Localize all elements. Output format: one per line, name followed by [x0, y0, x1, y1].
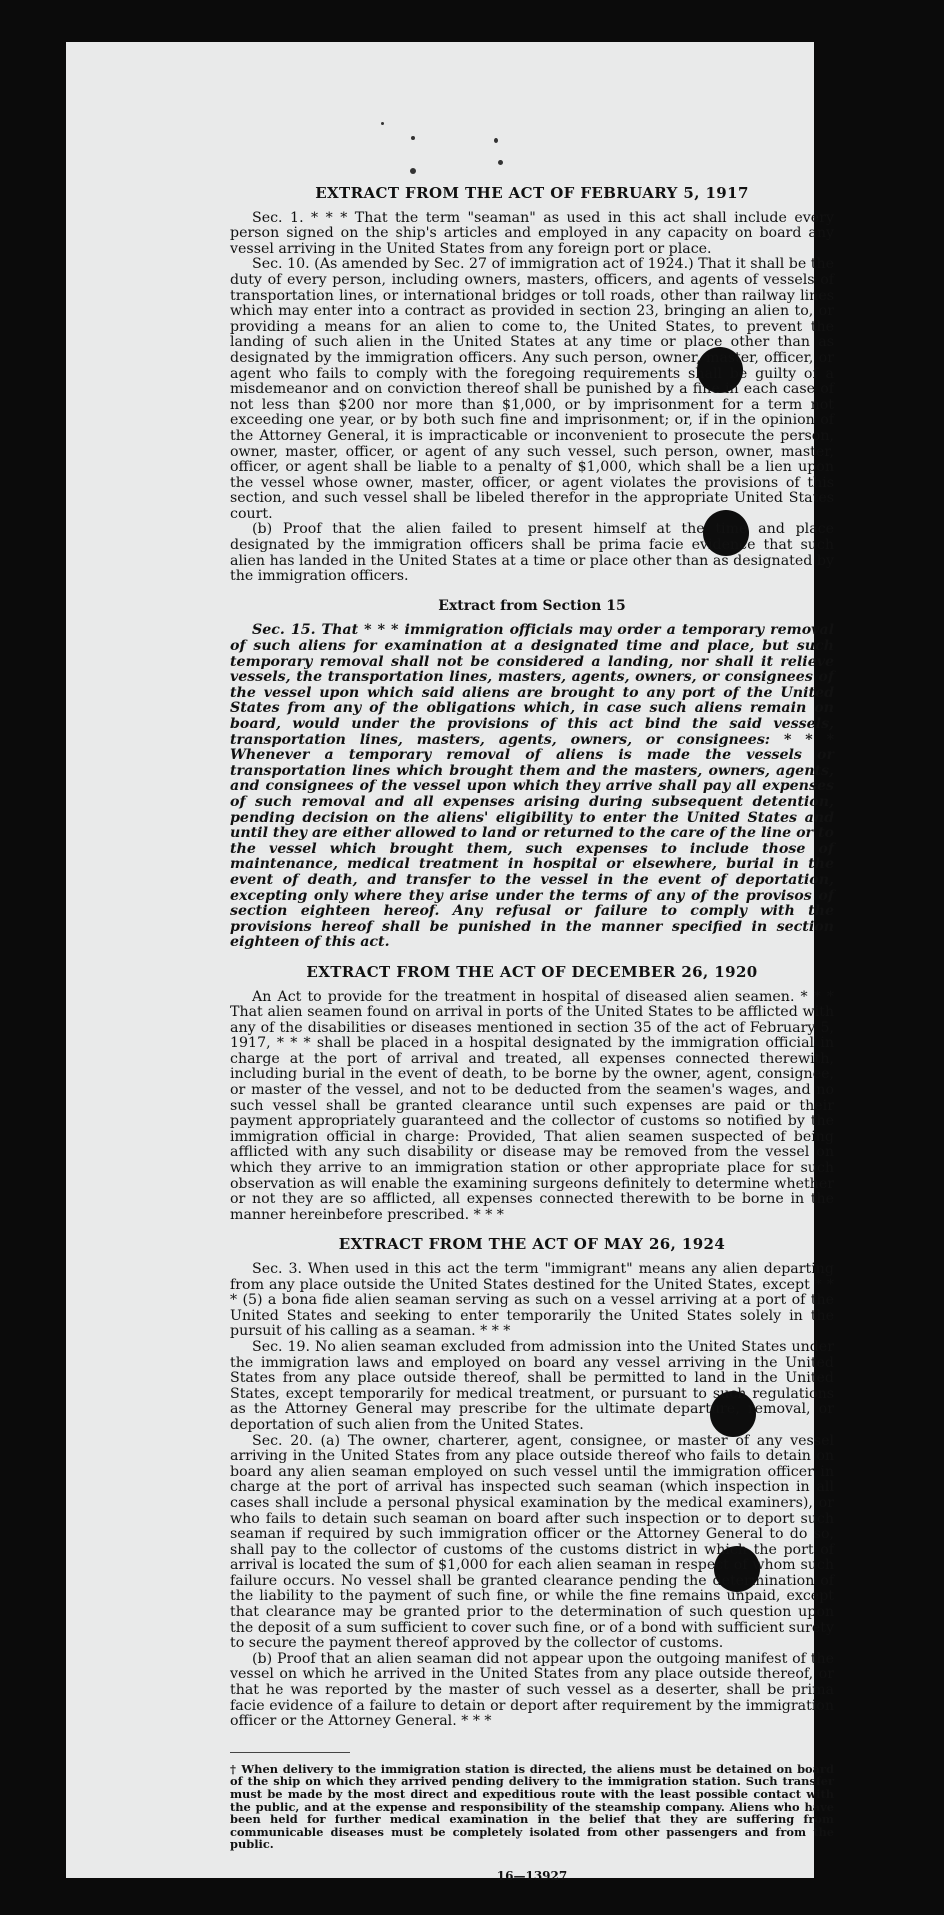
paragraph: Sec. 10. (As amended by Sec. 27 of immigration act of 1924.) That it shall be the duty of every person, including owners, masters, officers, and agents of vessels of transportation lines, or international bridges or toll roads, other than railway lines which may enter into a contract as provided in section 23, bringing an alien to, or providing a means for an alien to come to, the United States, to prevent the landing of such alien in the United States at any time or place other than as designated by the immigration officers. Any such person, owner, master, officer, or agent who fails to comply with the foregoing requirements shall be guilty of a misdemeanor and on conviction thereof shall be punished by a fine in each case of not less than $200 nor more than $1,000, or by imprisonment for a term not exceeding one year, or by both such fine and imprisonment; or, if in the opinion of the Attorney General, it is impracticable or inconvenient to prosecute the person, owner, master, officer, or agent of any such vessel, such person, owner, master, officer, or agent shall be liable to a penalty of $1,000, which shall be a lien upon the vessel whose owner, master, officer, or agent violates the provisions of this section, and such vessel shall be libeled therefor in the appropriate United States court. — [230, 256, 834, 522]
paragraph: (b) Proof that an alien seaman did not appear upon the outgoing manifest of the vessel on which he arrived in the United States from any place outside thereof, or that he was reported by the master of such vessel as a deserter, shall be prima facie evidence of a failure to detain or deport after requirement by the immigration officer or the Attorney General. * * * — [230, 1650, 834, 1730]
paragraph: Sec. 3. When used in this act the term "immigrant" means any alien departing from any place outside the United States destined for the United States, except * * * (5) a bona fide alien seaman serving as such on a vessel arriving at a port of the United States and seeking to enter temporarily the United States solely in the pursuit of his calling as a seaman. * * * — [230, 1261, 834, 1340]
paragraph: Sec. 19. No alien seaman excluded from admission into the United States under the immigration laws and employed on board any vessel arriving in the United States from any place outside thereof, shall be permitted to land in the United States, except temporarily for medical treatment, or pursuant to such regulations as the Attorney General may prescribe for the ultimate departure, removal, or deportation of such alien from the United States. — [230, 1338, 834, 1433]
paragraph: An Act to provide for the treatment in hospital of diseased alien seamen. * * * That alien seamen found on arrival in ports of the United States to be afflicted with any of the disabilities or diseases mentioned in section 35 of the act of February 5, 1917, * * * shall be placed in a hospital designated by the immigration official in charge at the port of arrival and treated, all expenses connected therewith, including burial in the event of death, to be borne by the owner, agent, consignee, or master of the vessel, and not to be deducted from the seamen's wages, and no such vessel shall be granted clearance until such expenses are paid or their payment appropriately guaranteed and the collector of customs so notified by the immigration official in charge: Provided, That alien seamen suspected of being afflicted with any such disability or disease may be removed from the vessel on which they arrive to an immigration station or other appropriate place for such observation as will enable the examining surgeons definitely to determine whether or not they are so afflicted, all expenses connected therewith to be borne in the manner hereinbefore prescribed. * * * — [230, 988, 834, 1223]
paragraph: Sec. 15. That * * * immigration officials may order a temporary removal of such aliens for examination at a designated time and place, but such temporary removal shall not be considered a landing, nor shall it relieve vessels, the transportation lines, masters, agents, owners, or consignees of the vessel upon which said aliens are brought to any port of the United States from any of the obligations which, in case such aliens remain on board, would under the provisions of this act bind the said vessels, transportation lines, masters, agents, owners, or consignees: * * * Whenever a temporary removal of aliens is made the vessels or transportation lines which brought them and the masters, owners, agents, and consignees of the vessel upon which they arrive shall pay all expenses of such removal and all expenses arising during subsequent detention, pending decision on the aliens' eligibility to enter the United States and until they are either allowed to land or returned to the care of the line or to the vessel which brought them, such expenses to include those of maintenance, medical treatment in hospital or elsewhere, burial in the event of death, and transfer to the vessel in the event of deportation, excepting only where they arise under the terms of any of the provisos of section eighteen hereof. Any refusal or failure to comply with the provisions hereof shall be punished in the manner specified in section eighteen of this act. — [230, 622, 834, 951]
footnote-divider — [230, 1752, 350, 1753]
section-heading: EXTRACT FROM THE ACT OF FEBRUARY 5, 1917 — [315, 184, 749, 202]
ink-speck — [498, 160, 503, 165]
section-heading: EXTRACT FROM THE ACT OF MAY 26, 1924 — [338, 1235, 726, 1254]
section-heading: Extract from Section 15 — [438, 597, 626, 614]
document-body — [230, 186, 834, 1885]
paragraph: Sec. 1. * * * That the term "seaman" as used in this act shall include every person signed on the ship's articles and employed in any capacity on board any vessel arriving in the United States from any foreign port or place. — [230, 209, 834, 257]
ink-speck — [411, 136, 415, 140]
ink-speck — [381, 122, 384, 125]
ink-speck — [494, 138, 498, 143]
ink-speck — [410, 168, 416, 174]
form-number: 16—13927 — [496, 1868, 568, 1883]
section-heading: EXTRACT FROM THE ACT OF DECEMBER 26, 1920 — [306, 962, 758, 981]
paragraph: Sec. 20. (a) The owner, charterer, agent, consignee, or master of any vessel arriving in the United States from any place outside thereof who fails to detain on board any alien seaman employed on such vessel until the immigration officer in charge at the port of arrival has inspected such seaman (which inspection in all cases shall include a personal physical examination by the medical examiners), or who fails to detain such seaman on board after such inspection or to deport such seaman if required by such immigration officer or the Attorney General to do so, shall pay to the collector of customs of the customs district in which the port of arrival is located the sum of $1,000 for each alien seaman in respect of whom such failure occurs. No vessel shall be granted clearance pending the determination of the liability to the payment of such fine, or while the fine remains unpaid, except that clearance may be granted prior to the determination of such question upon the deposit of a sum sufficient to cover such fine, or of a bond with sufficient surety to secure the payment thereof approved by the collector of customs. — [230, 1432, 834, 1652]
paragraph: (b) Proof that the alien failed to present himself at the time and place designated by the immigration officers shall be prima facie evidence that such alien has landed in the United States at a time or place other than as designated by the immigration officers. — [230, 521, 834, 585]
footnote: † When delivery to the immigration station is directed, the aliens must be detained on board of the ship on which they arrived pending delivery to the immigration station. Such transfer must be made by the most direct and expeditious route with the least possible contact with the public, and at the expense and responsibility of the steamship company. Aliens who have been held for further medical examination in the belief that they are suffering from communicable diseases must be completely isolated from other passengers and from the public. — [230, 1761, 834, 1852]
